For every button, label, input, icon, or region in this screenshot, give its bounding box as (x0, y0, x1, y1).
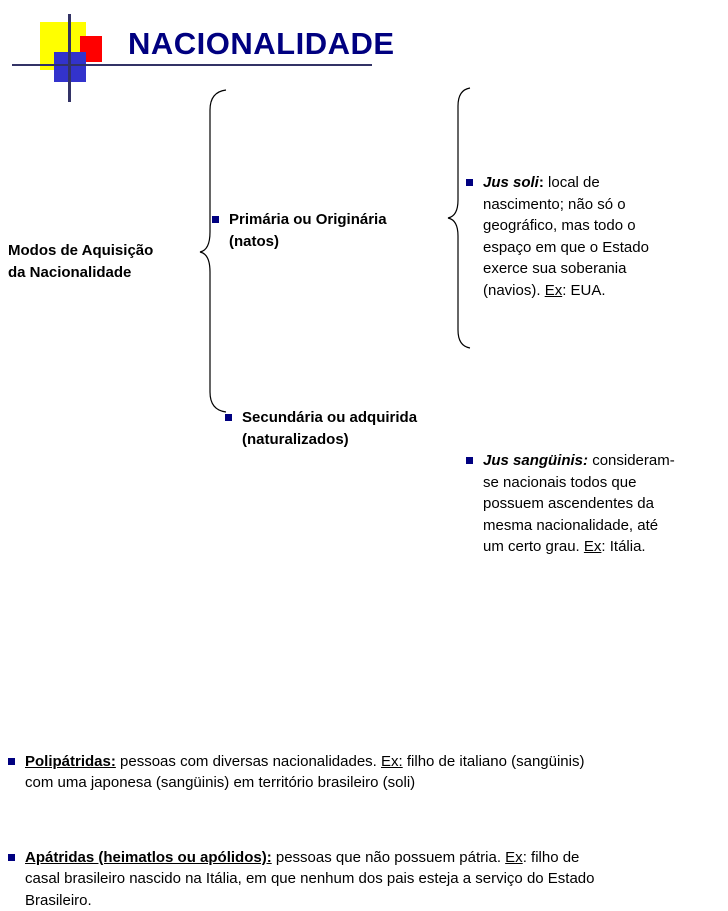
bullet-square-icon (225, 414, 232, 421)
polipatridas-item (8, 751, 728, 794)
polipatridas-term: Polipátridas: (25, 753, 116, 770)
bullet-square-icon (8, 854, 15, 861)
jus-soli-line-1 (483, 172, 728, 194)
apatridas-line-2: casal brasileiro nascido na Itália, em que nenhum dos pais esteja a serviço do Estado (25, 868, 728, 890)
polipatridas-text-1: pessoas com diversas nacionalidades. (116, 753, 381, 770)
jus-sanguinis-line-5 (483, 536, 728, 558)
jus-soli-term: Jus soli (483, 174, 539, 191)
jus-soli-item (466, 172, 728, 301)
jus-sanguinis-term: Jus sangüinis: (483, 452, 588, 469)
jus-sanguinis-line-4: mesma nacionalidade, até (483, 515, 728, 537)
apatridas-line-1 (25, 847, 728, 869)
jus-soli-text-1: local de (544, 174, 600, 191)
secundaria-line-1: Secundária ou adquirida (242, 407, 728, 429)
jus-soli-line-2: nascimento; não só o (483, 194, 728, 216)
jus-soli-colon: : (539, 174, 544, 191)
polipatridas-ex: Ex: (381, 753, 403, 770)
jus-soli-ex: Ex (545, 282, 563, 299)
jus-soli-line-6 (483, 280, 728, 302)
primaria-line-2: (natos) (229, 231, 728, 253)
jus-sanguinis-line-2: se nacionais todos que (483, 472, 728, 494)
primaria-line-1: Primária ou Originária (229, 209, 728, 231)
polipatridas-line-1 (25, 751, 728, 773)
page-title: NACIONALIDADE (128, 26, 395, 62)
jus-sanguinis-line-3: possuem ascendentes da (483, 493, 728, 515)
jus-soli-line-3: geográfico, mas todo o (483, 215, 728, 237)
secundaria-line-2: (naturalizados) (242, 429, 728, 451)
polipatridas-text-2: filho de italiano (sangüinis) (403, 753, 585, 770)
jus-soli-text-6a: (navios). (483, 282, 545, 299)
jus-sanguinis-text-1: consideram- (588, 452, 675, 469)
polipatridas-line-2: com uma japonesa (sangüinis) em território brasileiro (soli) (25, 772, 728, 794)
bullet-square-icon (466, 457, 473, 464)
jus-soli-text-6b: : EUA. (562, 282, 605, 299)
root-line-2: da Nacionalidade (8, 262, 153, 284)
jus-sanguinis-text-5b: : Itália. (601, 538, 645, 555)
jus-soli-line-4: espaço em que o Estado (483, 237, 728, 259)
jus-soli-line-5: exerce sua soberania (483, 258, 728, 280)
jus-sanguinis-ex: Ex (584, 538, 602, 555)
apatridas-text-2: : filho de (523, 849, 580, 866)
root-label (8, 240, 153, 283)
apatridas-text-1: pessoas que não possuem pátria. (272, 849, 505, 866)
jus-sanguinis-text-5a: um certo grau. (483, 538, 584, 555)
apatridas-ex: Ex (505, 849, 523, 866)
apatridas-line-3: Brasileiro. (25, 890, 728, 911)
apatridas-item (8, 847, 728, 911)
bullet-square-icon (466, 179, 473, 186)
secundaria-item (225, 407, 728, 450)
root-line-1: Modos de Aquisição (8, 240, 153, 262)
bullet-square-icon (212, 216, 219, 223)
jus-sanguinis-item (466, 450, 728, 558)
apatridas-term: Apátridas (heimatlos ou apólidos): (25, 849, 272, 866)
bullet-square-icon (8, 758, 15, 765)
jus-sanguinis-line-1 (483, 450, 728, 472)
